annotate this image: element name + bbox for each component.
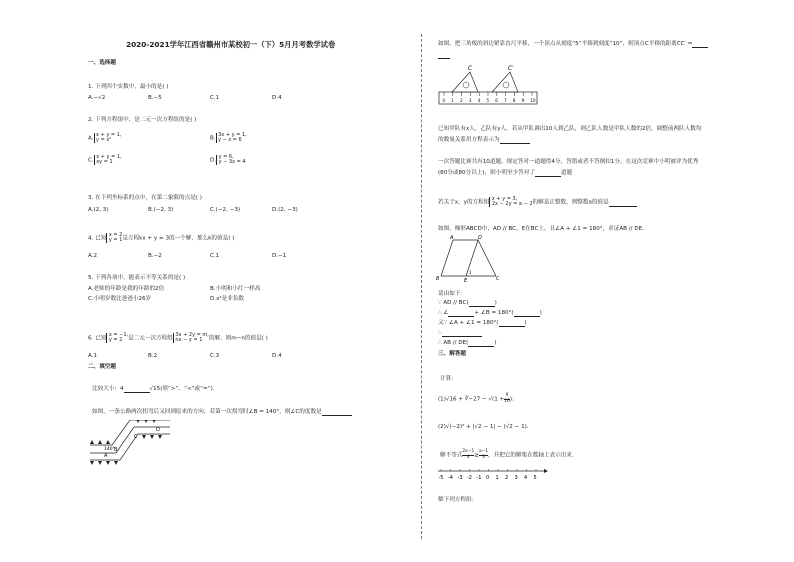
q3-option-a: A.(2, 3) [88,207,109,213]
segment-de [466,240,478,276]
number-line-label: 5 [533,475,537,481]
q6-stem: 6. 已知x = −1, y = 2 是二元一次方程组3x + 2y = m, nx − y = 1 的解，则m−n的值是( ) [88,332,268,344]
q1-option-b: B.−5 [148,95,162,101]
q12-answer-blank [609,201,637,207]
triangle-ruler-figure [438,64,540,106]
q6-option-d: D.4 [272,353,282,359]
ruler-tick-label: 4 [477,98,481,103]
q2-option-b: B.3x + y = 1, y − z = 6 [210,132,247,144]
q11-line2: (80分或80分以上)，则小明至少答对了 道题 [438,170,573,176]
page-title: 2020-2021学年江西省赣州市某校初一（下）5月月考数学试卷 [126,40,336,49]
q13-label-d: D [478,235,482,241]
q6-option-b: B.2 [148,353,158,359]
q7-compare: 比较大小：4 √15(填“>”、“<”或“=”). [92,386,215,392]
q11-answer-blank [535,171,561,177]
q13-proof-step3: 又∵ ∠A + ∠1 = 180°( ) [438,320,527,326]
q3-option-b: B.(−2, 3) [148,207,174,213]
ruler-tick-label: 7 [504,98,507,103]
q2-option-c: C.x + y = 1, xy = 1 [88,154,122,166]
number-line-label: 2 [505,475,509,481]
number-line-label: 4 [524,475,528,481]
q10-answer-blank [500,138,530,144]
ruler-tick-label: 5 [486,98,490,103]
q5-option-b: B.小明和小红一样高 [210,286,261,292]
q9-label-c-prime: C′ [508,65,514,72]
road-turn-figure [86,420,176,468]
trapezoid-figure [436,234,506,284]
q10-line1: 已知甲队有x人，乙队有y人，若从甲队调出10人到乙队，则乙队人数是甲队人数的2倍，调整前两队人数均 [438,126,702,132]
q3-option-d: D.(2, −3) [272,207,298,213]
q5-option-c: C.小明岁数比爸爸小26岁 [88,296,152,302]
q8-stem: 如图，一条公路两次拐弯后又回到原来的方向，若第一次拐弯时∠B = 140°，则∠C的度数是 [92,409,352,416]
q16-stem: 解下列方程组： [438,497,478,503]
section-choice: 一、选择题 [88,60,116,66]
section-solve: 三、解答题 [438,351,466,357]
q13-proof-step1: ∵ AD // BC( ) [438,300,497,306]
q13-proof-step2: ∴ ∠ + ∠B = 180°( ) [438,310,542,316]
number-line-label: -5 [438,475,444,481]
column-divider [421,34,422,539]
q11-line1: 一次答题比赛共有10道题，规定答对一道题得4分，答错或者不答倒扣1分，在这次竞赛中小明被评为优秀 [438,159,699,165]
number-line-label: -3 [457,475,463,481]
q3-stem: 3. 在下列坐标系的点中，在第二象限的点是( ) [88,195,202,201]
q13-stem: 如图，梯形ABCD中，AD // BC，E在BC上，且∠A + ∠1 = 180°，求证AB // DE. [438,226,644,232]
q8-label-angle: 140° [104,447,115,452]
q8-label-a: A [104,453,108,459]
q8-label-c: C [134,434,138,440]
section-fill: 二、填空题 [88,364,116,370]
number-line-label: -4 [448,475,453,481]
q8-label-b: B [114,447,118,453]
q13-label-a: A [450,235,454,241]
q14-expr1: (1)√16 + ∛−27 − √(1 + $\frac{9}{16}$)； [438,393,518,404]
q1-stem: 1. 下列四个实数中，最小的是( ) [88,84,169,90]
q2-option-a: A.x + y = 1, y = x² [88,132,122,144]
q13-label-angle1: 1 [469,270,472,275]
q3-option-c: C.(−2, −3) [210,207,241,213]
q13-proof-step5: ∴ AB // DE( ) [438,340,497,346]
q4-option-d: D.−1 [272,253,287,259]
q1-option-a: A.−√2 [88,95,106,101]
number-line-label: -2 [467,475,472,481]
q4-stem: 4. 已知x = 2 y = 1是方程kx + y = 3的一个解，那么k的值是( ) [88,232,235,244]
q8-answer-blank [322,410,352,416]
number-line [436,465,556,485]
q15-stem: 解不等式 $\frac{2x-1}{4}\ge$ $\frac{x-1}{3}$，并把它的解集在数轴上表示出来. [440,449,574,460]
road-edge-lower [90,434,170,460]
q9-answer-blank [692,42,708,48]
ruler-tick-label: 6 [495,98,498,103]
q9-stem: 如图，把三角板的斜边紧靠直尺平移，一个顶点从刻度“5”平移到刻度“10”，则顶点C平移的距离CC′ = [438,41,708,48]
q1-option-c: C.1 [210,95,220,101]
number-line-arrow [544,469,548,473]
q14-label: 计算： [440,376,457,382]
q13-label-b: B [436,276,440,282]
q6-option-c: C.3 [210,353,220,359]
q6-option-a: A.1 [88,353,98,359]
ruler-tick-label: 2 [460,98,463,103]
q4-option-b: B.−2 [148,253,162,259]
ruler-tick-label: 9 [521,98,525,103]
q13-label-e: E [464,278,468,284]
ruler-tick-label: 0 [442,98,446,103]
number-line-label: 0 [486,475,490,481]
ruler-tick-label: 1 [451,98,454,103]
q9-label-c: C [468,65,473,72]
q1-option-d: D.4 [272,95,282,101]
q10-line2: 的数量关系用方程表示为 [438,137,530,144]
q4-option-c: C.1 [210,253,220,259]
q5-option-a: A.老师的年龄是我的年龄的2倍 [88,286,165,292]
ruler-tick-label: 8 [512,98,516,103]
q13-proof-step4: ∴ [438,330,482,337]
q13-label-c: C [496,276,500,282]
q7-answer-blank [124,387,150,393]
q5-stem: 5. 下列各项中，能表示不等关系的是( ) [88,275,186,281]
q12-stem: 若关于x，y的方程组x + y = 3, 2x − 2y = a − 2的解是正整数，则整数a的值是 [438,197,637,207]
q9-answer-blank-cont [438,53,450,59]
number-line-label: 1 [495,475,499,481]
ruler-tick-label: 10 [530,98,536,103]
q14-expr2: (2)√(−2)² + |√2 − 1| − (√2 − 1). [438,424,529,430]
q2-option-d: D.y = 6, y − 3x = 4 [210,154,246,166]
number-line-label: -1 [476,475,482,481]
q2-stem: 2. 下列方程组中，是二元一次方程组的是( ) [88,117,197,123]
number-line-label: 3 [514,475,518,481]
q4-option-a: A.2 [88,253,98,259]
q8-label-d: D [156,427,160,433]
ruler-tick-label: 3 [468,98,472,103]
q5-option-d: D.x²是非负数 [210,296,245,302]
q13-proof-title: 请由如下： [438,291,466,297]
